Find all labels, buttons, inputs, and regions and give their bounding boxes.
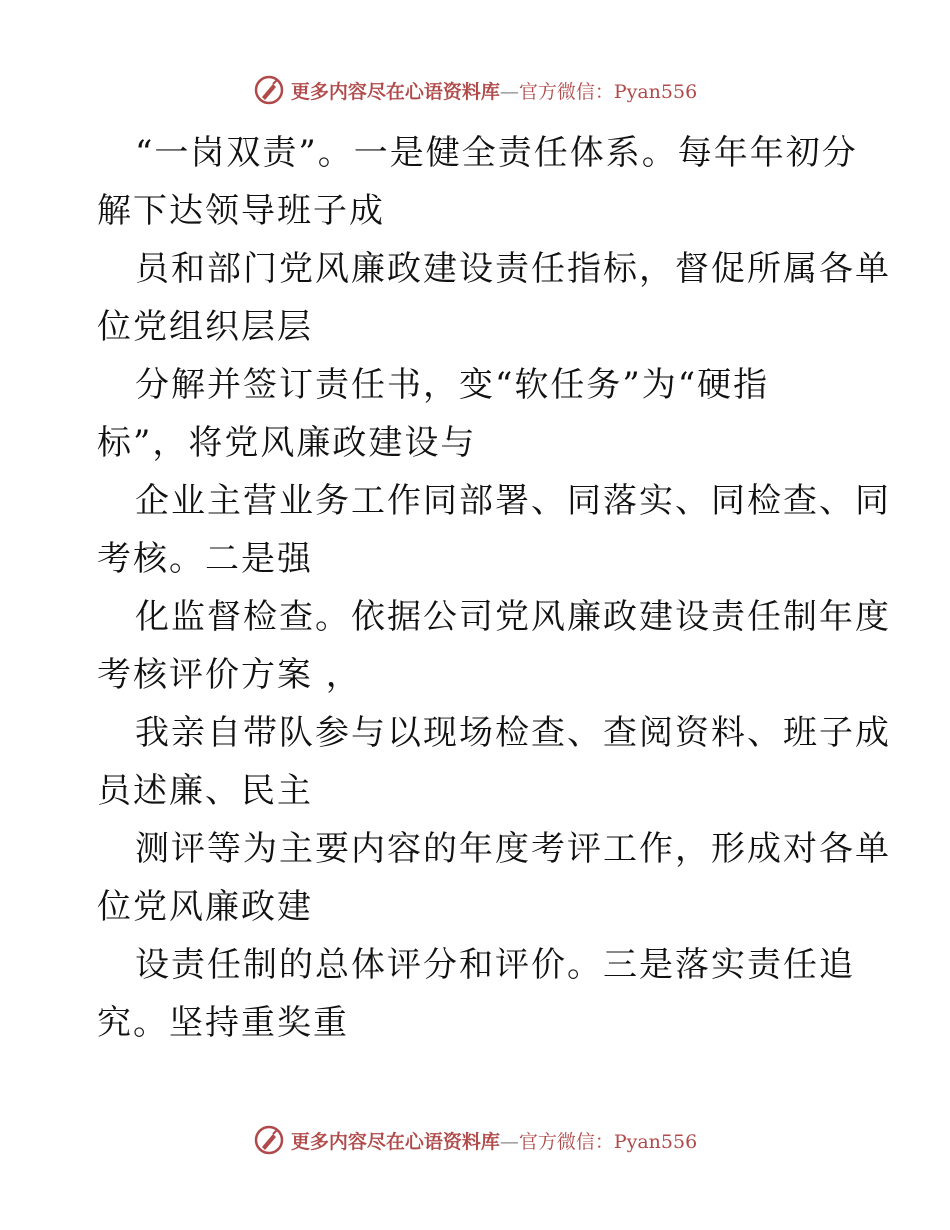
footer-watermark	[0, 1120, 950, 1160]
paragraph-5-line-2: 考核评价方案 ，	[97, 655, 362, 695]
paragraph-1-line-1: “一岗双责”。一是健全责任体系。每年年初分	[135, 133, 858, 173]
paragraph-8	[97, 936, 857, 1052]
paragraph-4-line-1: 企业主营业务工作同部署、同落实、同检查、同	[135, 481, 891, 521]
paragraph-6	[97, 704, 891, 820]
watermark-text	[291, 77, 697, 104]
paragraph-1-line-2: 解下达领导班子成	[97, 191, 385, 231]
document-body	[97, 124, 891, 1052]
paragraph-2-line-1: 员和部门党风廉政建设责任指标，督促所属各单	[135, 249, 891, 289]
paragraph-7-line-2: 位党风廉政建	[97, 887, 313, 927]
watermark-official: 官方微信：Pyan556	[518, 1130, 698, 1153]
pen-logo-icon	[253, 74, 285, 106]
paragraph-3-line-2: 标”，将党风廉政建设与	[97, 423, 477, 463]
paragraph-7-line-1: 测评等为主要内容的年度考评工作，形成对各单	[135, 829, 891, 869]
header-watermark	[0, 70, 950, 110]
paragraph-7	[97, 820, 891, 936]
paragraph-6-line-2: 员述廉、民主	[97, 771, 313, 811]
paragraph-3-line-1: 分解并签订责任书，变“软任务”为“硬指	[135, 365, 770, 405]
paragraph-3	[97, 356, 857, 472]
paragraph-6-line-1: 我亲自带队参与以现场检查、查阅资料、班子成	[135, 713, 891, 753]
paragraph-5	[97, 588, 891, 704]
paragraph-2	[97, 240, 891, 356]
paragraph-4	[97, 472, 891, 588]
paragraph-2-line-2: 位党组织层层	[97, 307, 313, 347]
paragraph-4-line-2: 考核。二是强	[97, 539, 313, 579]
watermark-site: 更多内容尽在心语资料库	[290, 1130, 500, 1153]
paragraph-5-line-1: 化监督检查。依据公司党风廉政建设责任制年度	[135, 597, 891, 637]
watermark-separator: —	[499, 80, 519, 103]
watermark-text	[291, 1127, 697, 1154]
paragraph-8-line-2: 究。坚持重奖重	[97, 1003, 349, 1043]
pen-logo-icon	[253, 1124, 285, 1156]
paragraph-8-line-1: 设责任制的总体评分和评价。三是落实责任追	[135, 945, 855, 985]
watermark-separator: —	[499, 1130, 519, 1153]
watermark-site: 更多内容尽在心语资料库	[290, 80, 500, 103]
watermark-official: 官方微信：Pyan556	[518, 80, 698, 103]
paragraph-1	[97, 124, 857, 240]
